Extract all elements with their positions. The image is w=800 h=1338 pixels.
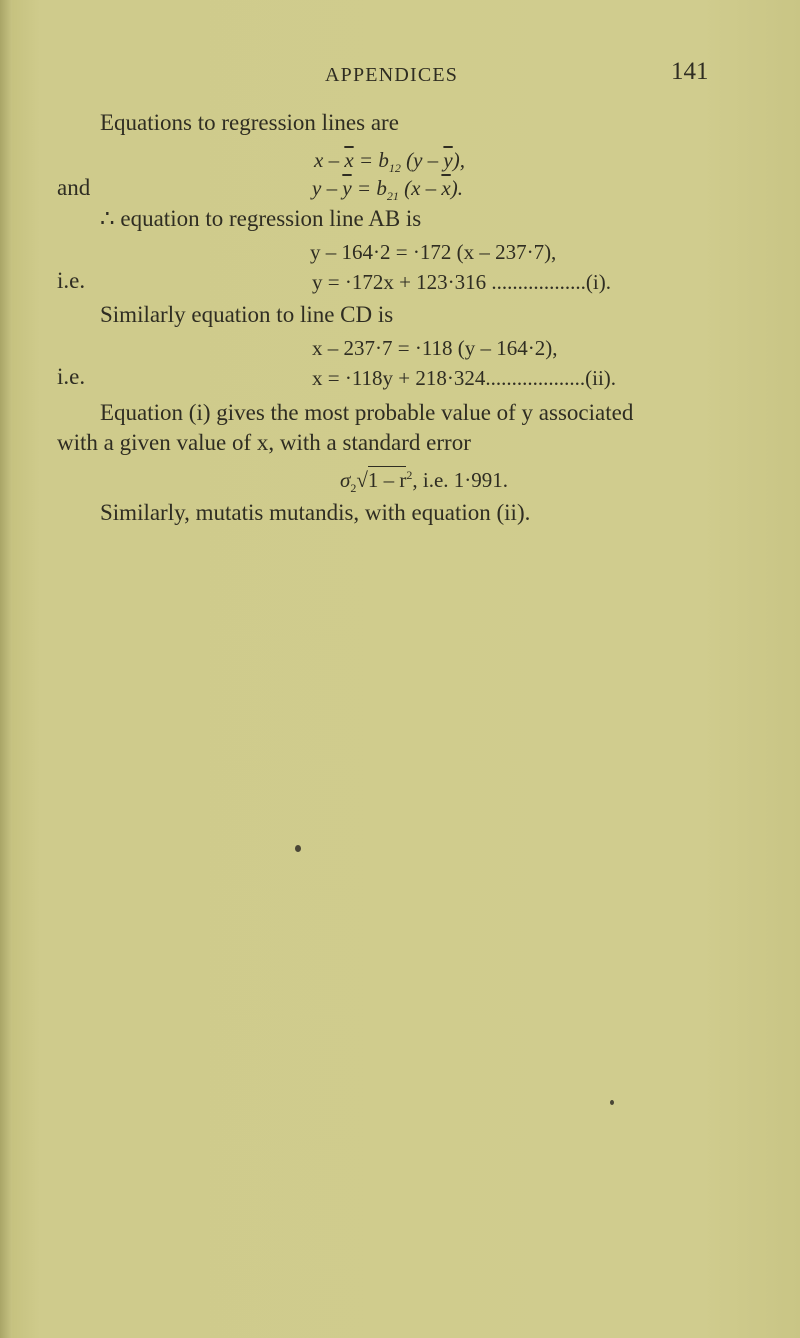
equation-6: x = ·118y + 218·324...................(ii). bbox=[312, 366, 617, 390]
equation-5: x – 237·7 = ·118 (y – 164·2), bbox=[312, 336, 558, 360]
eq2-rhs-b: ). bbox=[450, 176, 463, 200]
page-gutter-shadow bbox=[0, 0, 12, 1338]
radicand: 1 – r bbox=[367, 468, 407, 492]
ie-label-2: i.e. bbox=[57, 364, 86, 389]
ie-label-1: i.e. bbox=[57, 268, 86, 293]
eq1-mid: = b bbox=[353, 148, 389, 172]
eq2-ybar: $\overline{y}$ bbox=[342, 176, 352, 200]
r-exponent: 2 bbox=[406, 468, 413, 482]
ink-speck bbox=[295, 845, 301, 852]
sigma-subscript: 2 bbox=[350, 481, 357, 496]
equation-1 bbox=[314, 148, 465, 176]
std-error-value: , i.e. 1·991. bbox=[412, 468, 509, 492]
similarly-cd-line: Similarly equation to line CD is bbox=[100, 302, 394, 327]
eq1-rhs-b: ), bbox=[452, 148, 465, 172]
eq2-lhs: y – bbox=[312, 176, 343, 200]
final-line: Similarly, mutatis mutandis, with equation (ii). bbox=[100, 500, 531, 525]
radical-sign: √ bbox=[356, 468, 368, 492]
running-header: APPENDICES bbox=[325, 64, 459, 86]
equation-4: y = ·172x + 123·316 ..................(i). bbox=[312, 270, 611, 294]
eq2-mid: = b bbox=[351, 176, 387, 200]
equation-2 bbox=[312, 176, 463, 204]
equation-3: y – 164·2 = ·172 (x – 237·7), bbox=[310, 240, 557, 264]
page-number: 141 bbox=[671, 58, 709, 85]
eq1-lhs: x – bbox=[314, 148, 345, 172]
intro-line: Equations to regression lines are bbox=[100, 110, 399, 135]
paragraph-line-1: Equation (i) gives the most probable value of y associated bbox=[100, 400, 634, 425]
eq2-subscript: 21 bbox=[386, 189, 399, 204]
ink-speck-2 bbox=[610, 1100, 614, 1105]
paragraph-line-2: with a given value of x, with a standard error bbox=[57, 430, 471, 455]
eq1-xbar: $\overline{x}$ bbox=[344, 148, 354, 172]
eq1-subscript: 12 bbox=[388, 161, 401, 176]
eq2-rhs-a: (x – bbox=[398, 176, 442, 200]
eq1-ybar: $\overline{y}$ bbox=[443, 148, 453, 172]
and-label: and bbox=[57, 175, 91, 200]
eq2-xbar: $\overline{x}$ bbox=[441, 176, 451, 200]
therefore-line: ∴ equation to regression line AB is bbox=[100, 206, 422, 231]
sigma-symbol: σ bbox=[340, 468, 351, 492]
standard-error-expression bbox=[340, 468, 508, 496]
eq1-rhs-a: (y – bbox=[400, 148, 444, 172]
